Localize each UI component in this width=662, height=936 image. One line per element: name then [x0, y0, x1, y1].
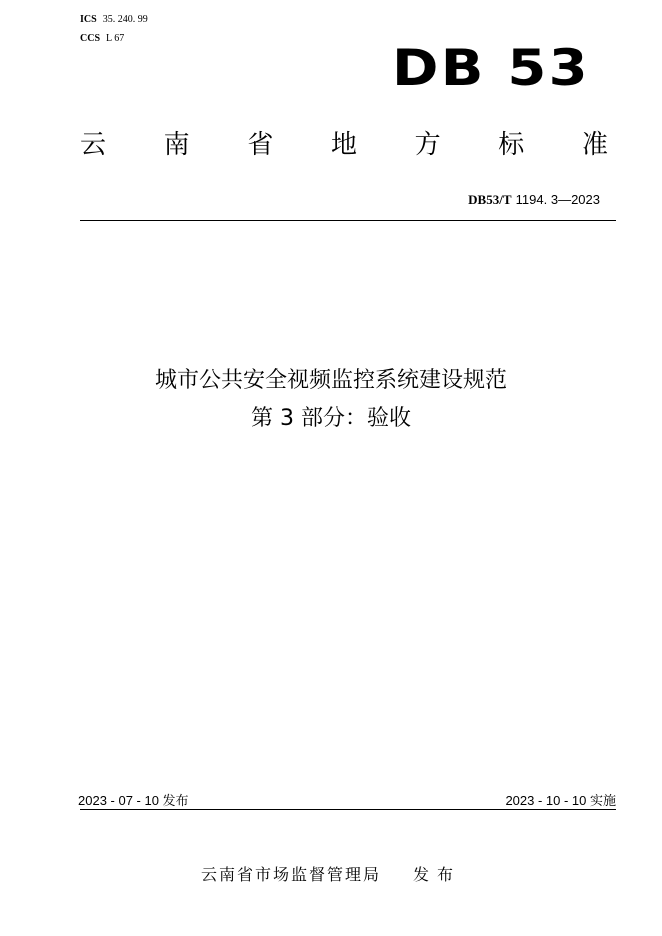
category-char: 方: [414, 130, 441, 160]
standard-number: [468, 192, 600, 209]
category-char: 省: [247, 130, 274, 160]
issuer-name: 云南省市场监督管理局: [200, 865, 381, 884]
category-char: 云: [80, 130, 107, 160]
ccs-label: CCS: [80, 33, 101, 44]
publish-date: 2023 - 07 - 10 发布: [78, 793, 189, 808]
ics-code: [80, 14, 148, 26]
ccs-code: [80, 33, 124, 45]
ics-label: ICS: [80, 14, 97, 25]
ccs-value: L 67: [106, 33, 125, 44]
document-subtitle: 第 3 部分：验收: [251, 406, 411, 431]
standard-category-title: [80, 128, 608, 162]
category-char: 准: [581, 130, 608, 160]
ics-value: 35. 240. 99: [102, 14, 148, 25]
standard-number-prefix: DB53/T: [468, 192, 512, 207]
issuer-action: 发布: [413, 865, 462, 884]
top-divider: [80, 220, 616, 221]
category-char: 标: [498, 130, 525, 160]
category-char: 地: [330, 130, 357, 160]
issuer-line: [0, 864, 662, 886]
category-char: 南: [163, 130, 190, 160]
effective-date: 2023 - 10 - 10 实施: [505, 793, 616, 808]
bottom-divider: [80, 809, 616, 810]
standard-number-value: 1194. 3—2023: [515, 192, 600, 207]
db-logo: DB 53: [392, 39, 590, 97]
document-title: 城市公共安全视频监控系统建设规范: [154, 368, 507, 393]
